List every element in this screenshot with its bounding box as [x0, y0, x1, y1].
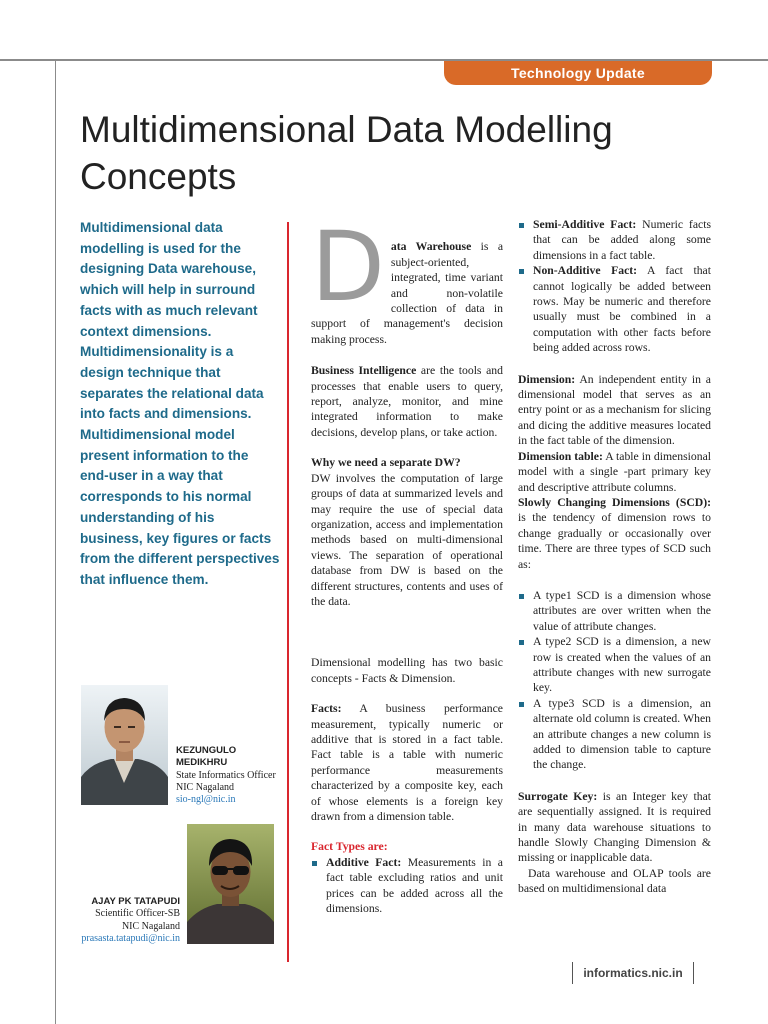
left-rule — [55, 60, 56, 1024]
author-2-email[interactable]: prasasta.tatapudi@nic.in — [81, 932, 180, 944]
author-1-name: KEZUNGULO MEDIKHRU — [176, 745, 237, 769]
author-photo-2 — [187, 824, 274, 944]
scd-paragraph — [518, 495, 711, 572]
semi-term: Semi-Additive Fact: — [533, 218, 637, 231]
scd-text: is the tendency of dimension rows to change gradually or occasionally over time. There are three types of SCD such as: — [518, 511, 711, 571]
fact-types-list — [311, 855, 503, 917]
dimension-table-term: Dimension table: — [518, 449, 603, 463]
why-heading: Why we need a separate DW? — [311, 456, 461, 470]
scd-term: Slowly Changing Dimensions (SCD): — [518, 495, 711, 509]
dimension-text: An independent entity in a dimensional model that serves as an entry point or as a mechanism for slicing and dicing the additive measures located in the fact table of the dimension. — [518, 372, 711, 448]
title-line-2: Concepts — [80, 156, 237, 197]
surrogate-key-paragraph — [518, 789, 711, 866]
list-item: A type2 SCD is a dimension, a new row is created when the values of an attribute changes with new surrogate key. — [518, 634, 711, 696]
additive-term: Additive Fact: — [326, 855, 402, 869]
author-1-email[interactable]: sio-ngl@nic.in — [176, 794, 236, 806]
list-item — [518, 263, 711, 355]
dimension-table-paragraph — [518, 449, 711, 495]
list-item: A type1 SCD is a dimension whose attributes are over written when the value of attribute changes. — [518, 588, 711, 634]
why-text: DW involves the computation of large groups of data at summarized levels and may require the use of special data organization, access and implementation methods based on multi-dimensional views. The separation of operational database from DW is based on the different structures, contents and uses of the data. — [311, 471, 503, 608]
non-term: Non-Additive Fact: — [533, 264, 638, 278]
facts-text: A business performance measurement, typically numeric or additive that is stored in a fact table. Fact table is a table with numeric performance measurements characterized by a composite key, each of whose elements is a foreign key drawn from a dimension table. — [311, 702, 503, 823]
author-1-org: NIC Nagaland — [176, 781, 235, 793]
list-item: A type3 SCD is a dimension, an alternate old column is created. When an attribute changes a new column is added to dimension table to capture the change. — [518, 696, 711, 773]
bi-term: Business Intelligence — [311, 364, 417, 378]
dimension-term: Dimension: — [518, 372, 576, 386]
title-line-1: Multidimensional Data Modelling — [80, 109, 613, 150]
column-2 — [311, 211, 504, 916]
dm-text: Dimensional modelling has two basic concepts - Facts & Dimension. — [311, 656, 503, 685]
semi-text: Numeric facts that can be added along some dimensions in a fact table. — [533, 218, 711, 262]
page-title — [80, 106, 700, 200]
facts-term: Facts: — [311, 702, 342, 716]
section-tag: Technology Update — [444, 61, 712, 85]
fact-types-heading: Fact Types are: — [311, 840, 388, 854]
dw-paragraph — [311, 211, 504, 347]
drop-cap: D — [311, 211, 385, 323]
bi-paragraph — [311, 363, 503, 440]
list-item — [518, 217, 711, 263]
intro-text: Multidimensional data modelling is used for the designing Data warehouse, which will help in surround facts with as much relevant context dimensions. Multidimensionality is a design technique that separates the relational data into facts and dimensions. Multidimensional model present information to the end-user in a way that corresponds to his normal understanding of his business, key figures or facts from the different perspectives that influence them. — [80, 220, 280, 587]
dimension-table-text: A table in dimensional model with a single -part primary key and descriptive attribute columns. — [518, 449, 712, 494]
author-1-role: State Informatics Officer — [176, 769, 276, 781]
facts-paragraph — [311, 701, 503, 824]
column-divider — [287, 222, 289, 962]
column-3 — [518, 217, 711, 897]
author-card-2 — [60, 896, 180, 945]
author-2-org: NIC Nagaland — [121, 920, 180, 932]
author-photo-1 — [81, 685, 168, 805]
surrogate-key-term: Surrogate Key: — [518, 789, 598, 803]
footer-site[interactable]: informatics.nic.in — [572, 962, 694, 984]
scd-types-list — [518, 588, 711, 773]
author-card-1 — [176, 745, 281, 806]
dimension-paragraph — [518, 372, 711, 449]
olap-text: Data warehouse and OLAP tools are based on multidimensional data — [518, 866, 711, 896]
author-2-role: Scientific Officer-SB — [95, 908, 180, 920]
author-2-name: AJAY PK TATAPUDI — [91, 896, 180, 907]
bi-text: are the tools and processes that enable users to query, report, analyze, monitor, and mine integrated information to make decisions, develop plans, or take action. — [311, 364, 503, 439]
dw-text: is a subject-oriented, integrated, time variant and non-volatile collection of data in support of management's decision making process. — [311, 240, 504, 346]
list-item — [311, 855, 503, 917]
dw-term: ata Warehouse — [390, 240, 472, 254]
surrogate-key-text: is an Integer key that are sequentially assigned. It is required in many data warehouse situations to handle Slowly Changing Dimension & missing or inapplicable data. — [518, 789, 711, 865]
fact-types-list-cont — [518, 217, 711, 356]
additive-text: Measurements in a fact table excluding ratios and unit prices can be added across all the dimensions. — [326, 855, 503, 916]
non-text: A fact that cannot logically be added between rows. May be numeric and therefore usually must be combined in a computation with other facts before being added across rows. — [533, 264, 711, 355]
